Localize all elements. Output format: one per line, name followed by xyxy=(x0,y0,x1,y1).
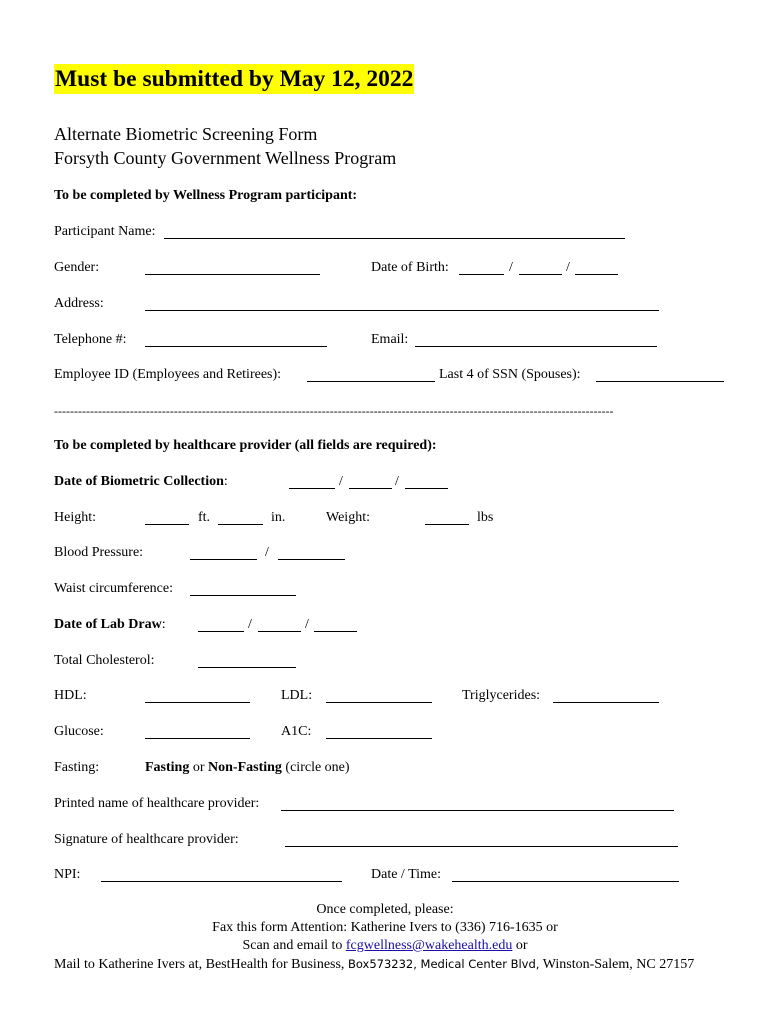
npi-label: NPI: xyxy=(54,867,81,882)
lab-draw-day-field[interactable] xyxy=(258,631,301,632)
bp-slash: / xyxy=(265,545,269,560)
hdl-field[interactable] xyxy=(145,702,250,703)
email-label: Email: xyxy=(371,332,409,347)
participant-name-label: Participant Name: xyxy=(54,224,156,239)
height-ft-field[interactable] xyxy=(145,524,189,525)
fasting-option[interactable]: Fasting xyxy=(145,760,190,775)
footer-line-2: Fax this form Attention: Katherine Ivers to (336) 716-1635 or xyxy=(212,920,558,935)
dob-day-field[interactable] xyxy=(519,274,562,275)
footer-or-text: or xyxy=(515,938,528,953)
circle-one-note: (circle one) xyxy=(285,760,350,775)
triglycerides-label: Triglycerides: xyxy=(462,688,541,703)
wellness-email-link[interactable]: fcgwellness@wakehealth.edu xyxy=(345,938,513,953)
weight-field[interactable] xyxy=(425,524,469,525)
collection-day-field[interactable] xyxy=(349,488,392,489)
footer-city: Winston-Salem, NC 27157 xyxy=(542,957,695,972)
collection-date-label-wrap xyxy=(54,474,228,490)
ssn-field[interactable] xyxy=(596,381,724,382)
lab-draw-slash-1: / xyxy=(248,617,252,632)
a1c-label: A1C: xyxy=(281,724,312,739)
waist-label: Waist circumference: xyxy=(54,581,173,596)
gender-field[interactable] xyxy=(145,274,320,275)
cholesterol-field[interactable] xyxy=(198,667,296,668)
ldl-label: LDL: xyxy=(281,688,313,703)
in-unit: in. xyxy=(271,510,286,525)
lab-draw-label-wrap xyxy=(54,617,166,633)
glucose-label: Glucose: xyxy=(54,724,104,739)
collection-date-label: Date of Biometric Collection xyxy=(54,474,224,489)
form-title: Alternate Biometric Screening Form xyxy=(54,124,318,144)
printed-name-field[interactable] xyxy=(281,810,674,811)
dob-label: Date of Birth: xyxy=(371,260,449,275)
address-label: Address: xyxy=(54,296,104,311)
non-fasting-option[interactable]: Non-Fasting xyxy=(208,760,282,775)
lab-draw-label: Date of Lab Draw xyxy=(54,617,162,632)
dob-month-field[interactable] xyxy=(459,274,504,275)
provider-section-heading: To be completed by healthcare provider (all fields are required): xyxy=(54,438,437,453)
footer-line-4 xyxy=(54,957,694,973)
npi-field[interactable] xyxy=(101,881,342,882)
collection-year-field[interactable] xyxy=(405,488,448,489)
date-time-field[interactable] xyxy=(452,881,679,882)
collection-month-field[interactable] xyxy=(289,488,335,489)
footer-line-1: Once completed, please: xyxy=(316,902,454,917)
waist-field[interactable] xyxy=(190,595,296,596)
weight-label: Weight: xyxy=(326,510,370,525)
collection-slash-2: / xyxy=(395,474,399,489)
fasting-options xyxy=(145,760,350,776)
ft-unit: ft. xyxy=(198,510,211,525)
fasting-label: Fasting: xyxy=(54,760,100,775)
participant-name-field[interactable] xyxy=(164,238,625,239)
email-field[interactable] xyxy=(415,346,657,347)
footer-mail-text: Mail to Katherine Ivers at, BestHealth for Business, xyxy=(54,957,345,972)
lbs-unit: lbs xyxy=(477,510,494,525)
footer-mail-address: Box573232, Medical Center Blvd, xyxy=(347,957,540,971)
a1c-field[interactable] xyxy=(326,738,432,739)
glucose-field[interactable] xyxy=(145,738,250,739)
program-title: Forsyth County Government Wellness Program xyxy=(54,148,397,168)
triglycerides-field[interactable] xyxy=(553,702,659,703)
employee-id-label: Employee ID (Employees and Retirees): xyxy=(54,367,282,382)
or-text: or xyxy=(192,760,205,775)
date-time-label: Date / Time: xyxy=(371,867,442,882)
ldl-field[interactable] xyxy=(326,702,432,703)
gender-label: Gender: xyxy=(54,260,100,275)
dob-slash-1: / xyxy=(509,260,513,275)
lab-draw-year-field[interactable] xyxy=(314,631,357,632)
ssn-label: Last 4 of SSN (Spouses): xyxy=(439,367,581,382)
telephone-label: Telephone #: xyxy=(54,332,127,347)
dob-slash-2: / xyxy=(566,260,570,275)
bp-systolic-field[interactable] xyxy=(190,559,257,560)
lab-draw-slash-2: / xyxy=(305,617,309,632)
telephone-field[interactable] xyxy=(145,346,327,347)
footer-line-3 xyxy=(0,938,770,954)
signature-label: Signature of healthcare provider: xyxy=(54,832,239,847)
printed-name-label: Printed name of healthcare provider: xyxy=(54,796,260,811)
colon: : xyxy=(223,474,228,489)
footer-scan-text: Scan and email to xyxy=(242,938,343,953)
participant-section-heading: To be completed by Wellness Program participant: xyxy=(54,188,358,203)
height-label: Height: xyxy=(54,510,96,525)
dob-year-field[interactable] xyxy=(575,274,618,275)
hdl-label: HDL: xyxy=(54,688,87,703)
signature-field[interactable] xyxy=(285,846,678,847)
address-field[interactable] xyxy=(145,310,659,311)
employee-id-field[interactable] xyxy=(307,381,435,382)
collection-slash-1: / xyxy=(339,474,343,489)
height-in-field[interactable] xyxy=(218,524,263,525)
deadline-banner: Must be submitted by May 12, 2022 xyxy=(55,66,414,92)
lab-draw-month-field[interactable] xyxy=(198,631,244,632)
bp-diastolic-field[interactable] xyxy=(278,559,345,560)
colon: : xyxy=(161,617,166,632)
cholesterol-label: Total Cholesterol: xyxy=(54,653,155,668)
section-separator: -------------------------------------------------------------------------------------------------------------------------------------------- xyxy=(54,404,614,418)
bp-label: Blood Pressure: xyxy=(54,545,144,560)
